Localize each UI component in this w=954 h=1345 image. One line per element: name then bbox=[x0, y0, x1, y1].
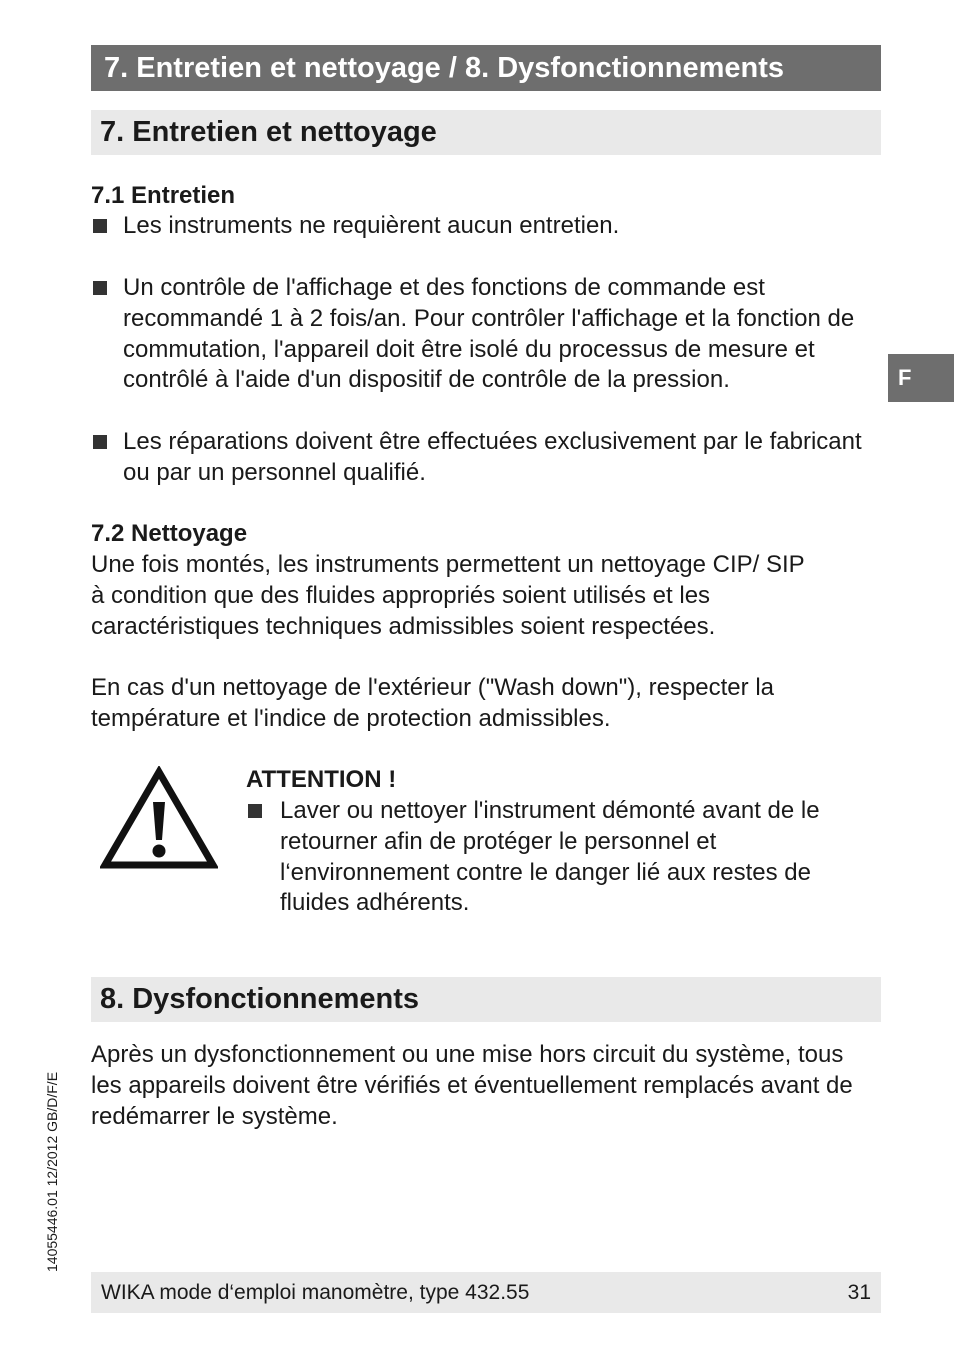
subsection-7-1-heading: 7.1 Entretien bbox=[91, 182, 236, 209]
attention-title: ATTENTION ! bbox=[246, 766, 397, 793]
bullet-text: Un contrôle de l'affichage et des fonctions de commande est recommandé 1 à 2 fois/an. Pour contrôler l'affichage et la fonction de commutation, l'appareil doit être isolé du processus de mesure et contrôlé à l'aide d'un dispositif de contrôle de la pression. bbox=[123, 274, 855, 394]
subsection-7-2-heading: 7.2 Nettoyage bbox=[91, 520, 248, 547]
language-tab: F bbox=[888, 354, 954, 402]
page-banner: 7. Entretien et nettoyage / 8. Dysfonctionnements bbox=[91, 45, 881, 91]
maintenance-bullet-3 bbox=[91, 427, 871, 489]
square-bullet-icon bbox=[248, 804, 262, 818]
cleaning-paragraph-1: Une fois montés, les instruments permettent un nettoyage CIP/ SIP à condition que des fluides appropriés soient utilisés et les caractéristiques techniques admissibles soient respectées. bbox=[91, 551, 805, 640]
bullet-text: Laver ou nettoyer l'instrument démonté avant de le retourner afin de protéger le personnel et l‘environnement contre le danger lié aux restes de fluides adhérents. bbox=[280, 797, 820, 917]
document-code: 14055446.01 12/2012 GB/D/F/E bbox=[44, 1071, 60, 1272]
section-7-heading: 7. Entretien et nettoyage bbox=[91, 110, 881, 155]
cleaning-paragraph-2: En cas d'un nettoyage de l'extérieur ("Wash down"), respecter la température et l'indice de protection admissibles. bbox=[91, 674, 774, 732]
attention-bullet bbox=[246, 796, 856, 919]
square-bullet-icon bbox=[93, 281, 107, 295]
malfunction-paragraph: Après un dysfonctionnement ou une mise hors circuit du système, tous les appareils doivent être vérifiés et éventuellement remplacés avant de redémarrer le système. bbox=[91, 1041, 853, 1130]
page-number: 31 bbox=[847, 1281, 871, 1304]
section-8-heading: 8. Dysfonctionnements bbox=[91, 977, 881, 1022]
footer-title: WIKA mode d‘emploi manomètre, type 432.55 bbox=[101, 1281, 530, 1304]
maintenance-bullet-2 bbox=[91, 273, 871, 396]
square-bullet-icon bbox=[93, 435, 107, 449]
maintenance-bullet-1 bbox=[91, 211, 871, 242]
square-bullet-icon bbox=[93, 219, 107, 233]
warning-triangle-icon bbox=[100, 766, 218, 870]
bullet-text: Les instruments ne requièrent aucun entretien. bbox=[123, 212, 620, 239]
page-footer bbox=[91, 1272, 881, 1313]
bullet-text: Les réparations doivent être effectuées exclusivement par le fabricant ou par un personnel qualifié. bbox=[123, 428, 862, 486]
